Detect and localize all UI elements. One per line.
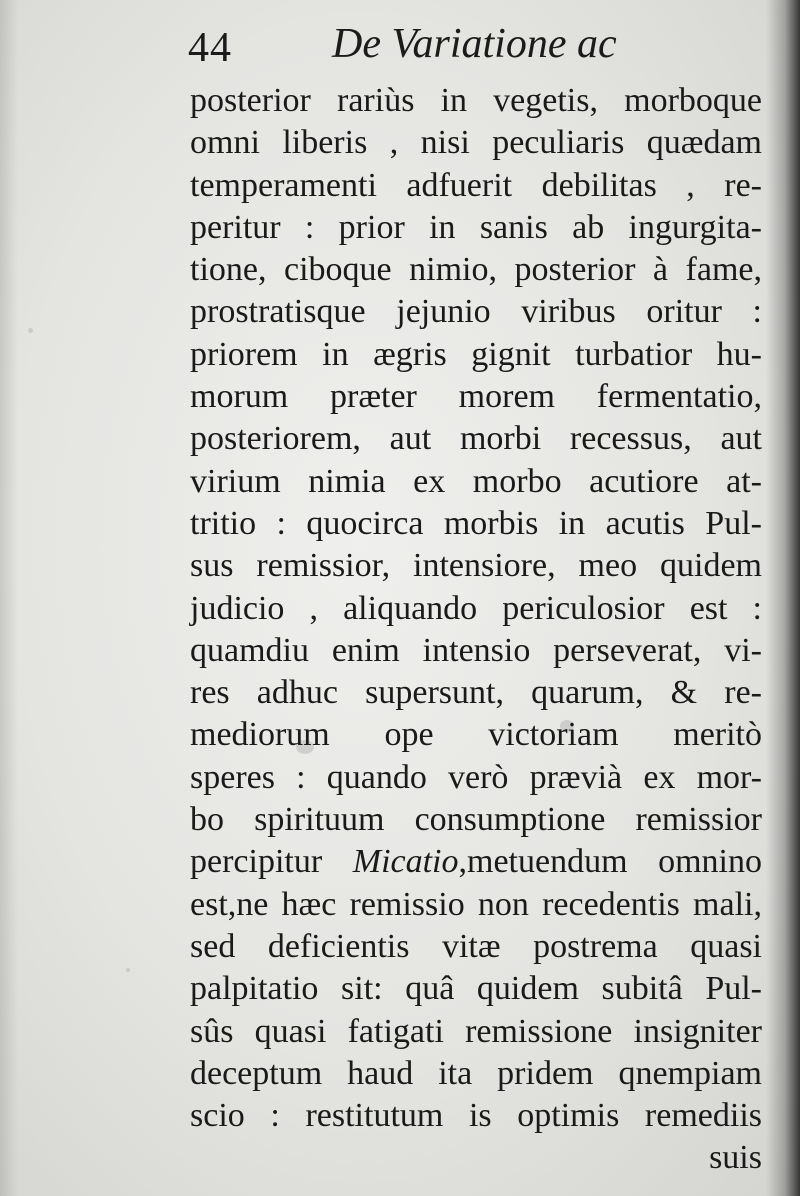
text-segment: percipitur xyxy=(190,843,353,881)
text-segment: ,metuendum omnino xyxy=(458,843,762,881)
text-line: posteriorem, aut morbi recessus, aut xyxy=(190,420,762,458)
text-line: deceptum haud ita pridem qnempiam xyxy=(190,1054,762,1092)
paper-speck xyxy=(126,968,130,972)
paper-speck xyxy=(28,328,33,333)
text-line: tione, ciboque nimio, posterior à fame, xyxy=(190,251,762,289)
text-line: bo spirituum consumptione remissior xyxy=(190,801,762,839)
body-text xyxy=(190,80,762,1180)
text-line: scio : restitutum is optimis remediis xyxy=(190,1097,762,1135)
text-line: sus remissior, intensiore, meo quidem xyxy=(190,547,762,585)
text-line: temperamenti adfuerit debilitas , re- xyxy=(190,166,762,204)
running-title: De Variatione ac xyxy=(332,21,617,67)
text-line: prostratisque jejunio viribus oritur : xyxy=(190,293,762,331)
text-line: omni liberis , nisi peculiaris quædam xyxy=(190,124,762,162)
text-line: tritio : quocirca morbis in acutis Pul- xyxy=(190,504,762,542)
page-left-shadow xyxy=(0,0,18,1196)
italic-word: Micatio xyxy=(352,843,459,881)
catchword: suis xyxy=(709,1139,762,1177)
text-line: speres : quando verò prævià ex mor- xyxy=(190,758,762,796)
text-line: morum præter morem fermentatio, xyxy=(190,378,762,416)
text-line: mediorum ope victoriam meritò xyxy=(190,716,762,754)
text-line: peritur : prior in sanis ab ingurgita- xyxy=(190,208,762,246)
text-line: quamdiu enim intensio perseverat, vi- xyxy=(190,631,762,669)
text-line: sûs quasi fatigati remissione insigniter xyxy=(190,1012,762,1050)
text-line: virium nimia ex morbo acutiore at- xyxy=(190,462,762,500)
text-line xyxy=(190,841,762,883)
page-header xyxy=(186,12,626,72)
text-line: priorem in ægris gignit turbatior hu- xyxy=(190,335,762,373)
text-line: judicio , aliquando periculosior est : xyxy=(190,589,762,627)
text-line: res adhuc supersunt, quarum, & re- xyxy=(190,674,762,712)
text-line: sed deficientis vitæ postrema quasi xyxy=(190,927,762,965)
page-number: 44 xyxy=(188,25,232,71)
text-line: est,ne hæc remissio non recedentis mali, xyxy=(190,885,762,923)
text-line: palpitatio sit: quâ quidem subitâ Pul- xyxy=(190,970,762,1008)
text-line: posterior rariùs in vegetis, morboque xyxy=(190,82,762,119)
page-binding-shadow xyxy=(766,0,800,1196)
